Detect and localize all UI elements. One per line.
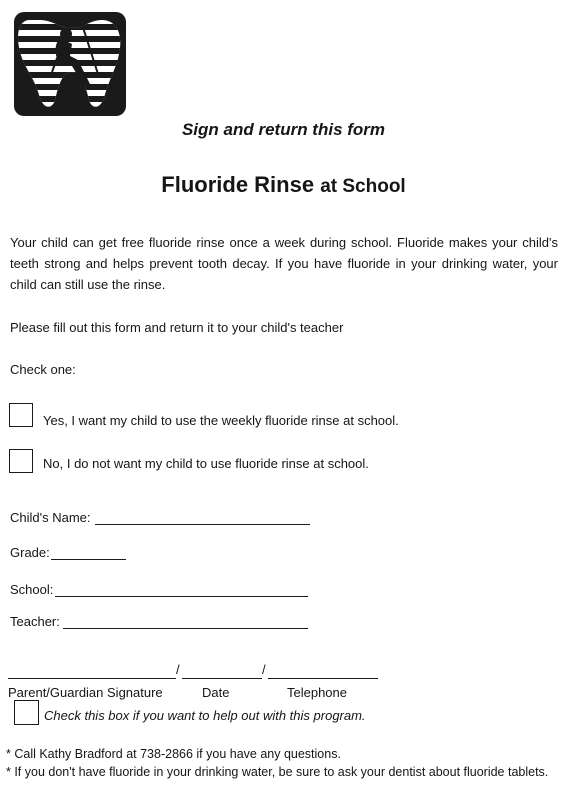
intro-paragraph: Your child can get free fluoride rinse once a week during school. Fluoride makes your child's teeth strong and helps prevent tooth decay. If you have fluoride in your drinking water, your child can still use the rinse. [10,235,558,292]
help-checkbox-label: Check this box if you want to help out with this program. [44,708,366,723]
note-call: * Call Kathy Bradford at 738-2866 if you have any questions. [6,747,341,761]
school-field[interactable] [55,583,308,597]
form-subtitle: Sign and return this form [181,120,386,139]
title-main: Fluoride Rinse [161,172,315,197]
date-field[interactable] [182,665,262,679]
check-one-label: Check one: [10,362,76,377]
child-name-label: Child's Name: [10,510,91,525]
grade-label: Grade: [10,545,50,560]
note-fluoride: * If you don't have fluoride in your drinking water, be sure to ask your dentist about fluoride tablets. [6,765,549,779]
instruction-text: Please fill out this form and return it to your child's teacher [10,320,344,335]
teacher-field[interactable] [63,615,308,629]
page-title [0,172,567,198]
teacher-label: Teacher: [10,614,60,629]
title-suffix: at School [320,176,406,197]
separator-2: / [262,662,266,677]
child-name-field[interactable] [95,511,310,525]
signature-field[interactable] [8,665,176,679]
parent-signature-label: Parent/Guardian Signature [8,685,163,700]
yes-option-label: Yes, I want my child to use the weekly fluoride rinse at school. [43,413,399,428]
telephone-label: Telephone [287,685,347,700]
school-label: School: [10,582,54,597]
telephone-field[interactable] [268,665,378,679]
yes-checkbox[interactable] [9,403,33,427]
separator-1: / [176,662,180,677]
grade-field[interactable] [51,546,126,560]
no-option-label: No, I do not want my child to use fluoride rinse at school. [43,456,369,471]
no-checkbox[interactable] [9,449,33,473]
date-label: Date [202,685,230,700]
help-checkbox[interactable] [14,700,39,725]
tooth-swing-logo-icon [14,12,126,116]
